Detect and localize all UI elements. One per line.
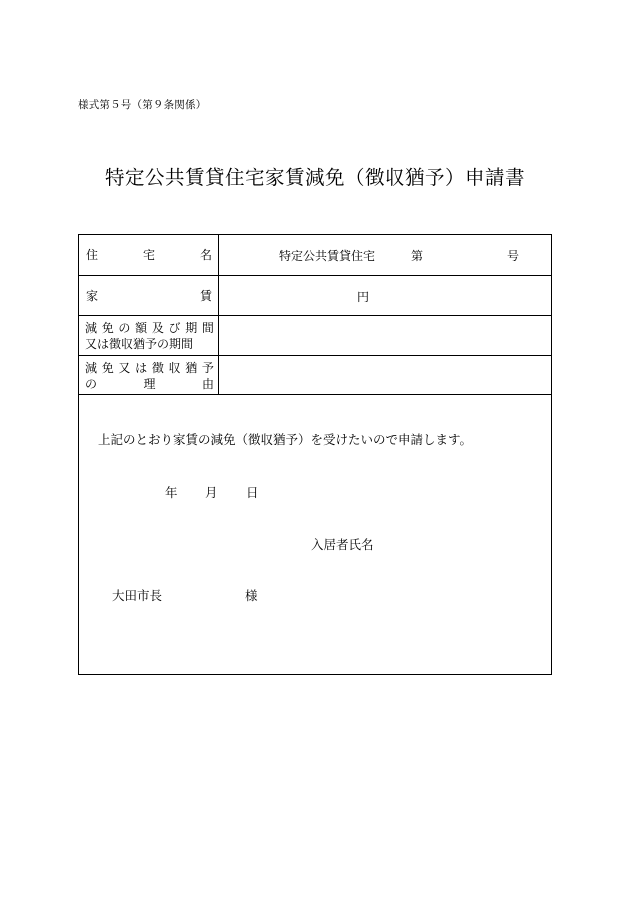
label-char: 又 bbox=[118, 361, 131, 375]
label-line2: 又は徴収猶予の期間 bbox=[85, 337, 194, 351]
label-char: は bbox=[135, 361, 148, 375]
label-char: 間 bbox=[201, 321, 214, 335]
label-char: 徴 bbox=[151, 361, 164, 375]
row-rent bbox=[79, 276, 551, 316]
honorific: 様 bbox=[245, 588, 258, 603]
label-char: 減 bbox=[85, 361, 98, 375]
date-year-label: 年 bbox=[165, 485, 178, 500]
date-month-label: 月 bbox=[205, 485, 218, 500]
applicant-name-label: 入居者氏名 bbox=[311, 537, 374, 552]
reason-field[interactable] bbox=[219, 356, 551, 394]
label-reduction-period bbox=[79, 316, 219, 355]
label-char: び bbox=[168, 321, 181, 335]
label-char: の bbox=[85, 377, 98, 391]
label-char: 由 bbox=[201, 377, 214, 391]
row-housing-name bbox=[79, 235, 551, 276]
date-day-label: 日 bbox=[246, 485, 259, 500]
form-number: 様式第５号（第９条関係） bbox=[78, 99, 207, 111]
label-rent bbox=[79, 276, 219, 315]
label-housing-name bbox=[79, 235, 219, 275]
label-reason bbox=[79, 356, 219, 394]
label-char: 猶 bbox=[185, 361, 198, 375]
application-statement: 上記のとおり家賃の減免（徴収猶予）を受けたいので申請します。 bbox=[98, 432, 473, 447]
addressee: 大田市長 bbox=[112, 588, 163, 603]
number-prefix: 第 bbox=[411, 249, 424, 263]
label-char: 免 bbox=[101, 361, 114, 375]
label-char: 及 bbox=[151, 321, 164, 335]
label-char: 予 bbox=[201, 361, 214, 375]
label-char: 額 bbox=[135, 321, 148, 335]
label-char: 宅 bbox=[142, 248, 155, 262]
number-suffix: 号 bbox=[507, 249, 520, 263]
label-char: 減 bbox=[85, 321, 98, 335]
rent-field[interactable] bbox=[219, 276, 551, 315]
label-char: の bbox=[118, 321, 131, 335]
label-char: 期 bbox=[185, 321, 198, 335]
application-form-table bbox=[78, 234, 552, 675]
label-char: 住 bbox=[86, 248, 99, 262]
label-char: 理 bbox=[143, 377, 156, 391]
row-reason bbox=[79, 356, 551, 395]
label-char: 家 bbox=[86, 289, 99, 303]
housing-name-field[interactable] bbox=[219, 235, 551, 275]
label-char: 名 bbox=[199, 248, 212, 262]
label-char: 収 bbox=[168, 361, 181, 375]
yen-unit: 円 bbox=[357, 290, 370, 304]
housing-type-text: 特定公共賃貸住宅 bbox=[279, 249, 376, 263]
row-reduction-period bbox=[79, 316, 551, 356]
label-char: 賃 bbox=[199, 289, 212, 303]
label-char: 免 bbox=[101, 321, 114, 335]
reduction-period-field[interactable] bbox=[219, 316, 551, 355]
document-title: 特定公共賃貸住宅家賃減免（徴収猶予）申請書 bbox=[104, 166, 525, 189]
